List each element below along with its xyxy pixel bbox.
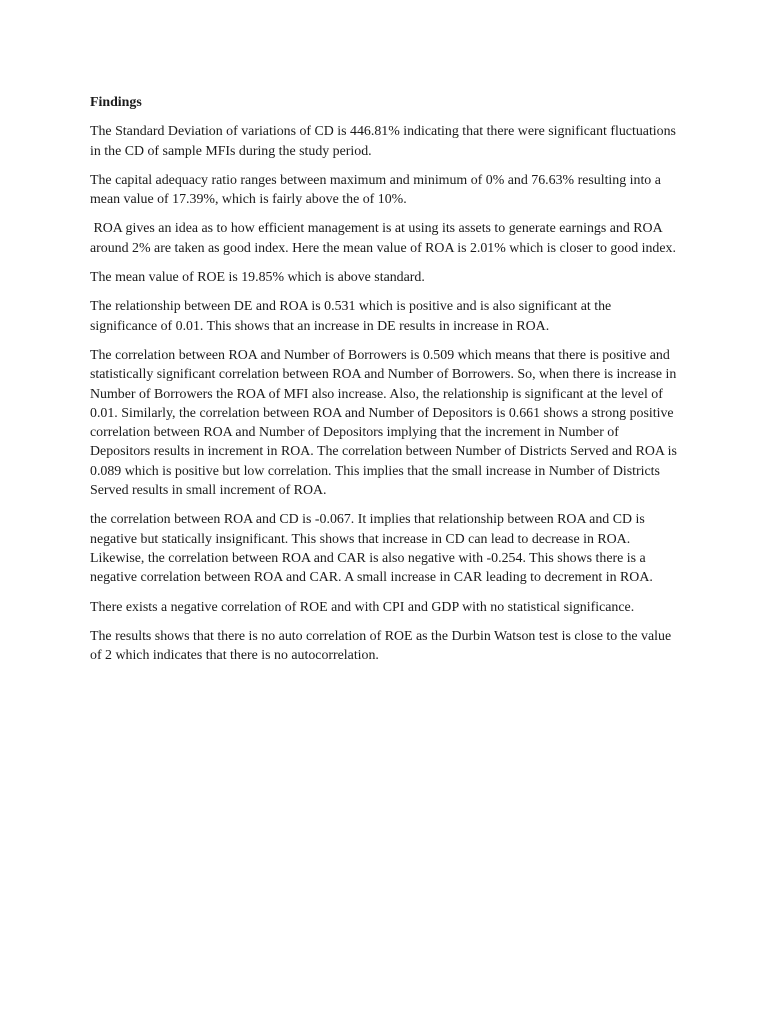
paragraph-durbin-watson: The results shows that there is no auto correlation of ROE as the Durbin Watson test is close to the value of 2 which indicates that there is no autocorrelation. <box>90 628 675 664</box>
paragraph-standard-deviation: The Standard Deviation of variations of CD is 446.81% indicating that there were significant fluctuations in the CD of sample MFIs during the study period. <box>90 124 680 159</box>
document-page <box>90 93 680 675</box>
paragraph-capital-adequacy: The capital adequacy ratio ranges between maximum and minimum of 0% and 76.63% resulting into a mean value of 17.39%, which is fairly above the of 10%. <box>90 172 665 208</box>
paragraph-roe-mean: The mean value of ROE is 19.85% which is above standard. <box>90 270 425 286</box>
paragraph-de-roa: The relationship between DE and ROA is 0.531 which is positive and is also significant at the significance of 0.01. This shows that an increase in DE results in increase in ROA. <box>90 299 615 334</box>
section-heading: Findings <box>90 95 142 110</box>
paragraph-roe-cpi-gdp: There exists a negative correlation of ROE and with CPI and GDP with no statistical significance. <box>90 599 635 615</box>
paragraph-roa-borrowers: The correlation between ROA and Number of Borrowers is 0.509 which means that there is positive and statistically significant correlation between ROA and Number of Borrowers. So, when there is increase in Number of Borrowers the ROA of MFI also increase. Also, the relationship is significant at the level of 0.01. Similarly, the correlation between ROA and Number of Depositors is 0.661 shows a strong positive correlation between ROA and Number of Depositors implying that the increment in Number of Depositors results in increment in ROA. The correlation between Number of Districts Served and ROA is 0.089 which is positive but low correlation. This implies that the small increase in Number of Districts Served results in small increment of ROA. <box>90 347 681 499</box>
paragraph-roa-cd-car: the correlation between ROA and CD is -0.067. It implies that relationship between ROA and CD is negative but statically insignificant. This shows that increase in CD can lead to decrease in ROA. Likewise, the correlation between ROA and CAR is also negative with -0.254. This shows there is a negative correlation between ROA and CAR. A small increase in CAR leading to decrement in ROA. <box>90 512 653 586</box>
paragraph-roa-index: ROA gives an idea as to how efficient management is at using its assets to generate earnings and ROA around 2% are taken as good index. Here the mean value of ROA is 2.01% which is closer to good index. <box>90 221 676 256</box>
